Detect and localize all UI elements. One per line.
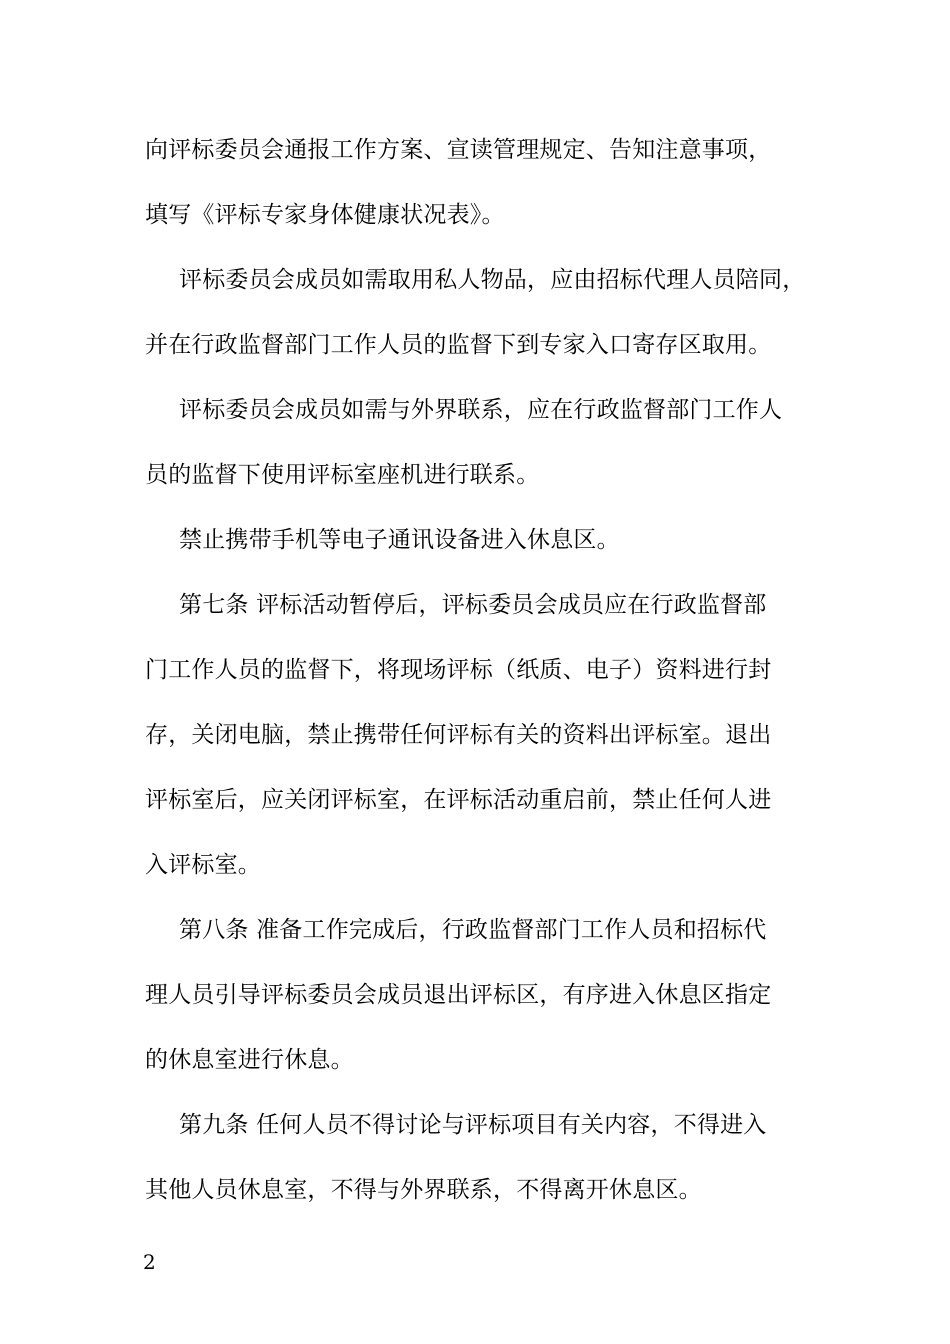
text-line: 评标室后，应关闭评标室，在评标活动重启前，禁止任何人进: [145, 787, 772, 813]
text-line: 并在行政监督部门工作人员的监督下到专家入口寄存区取用。: [145, 332, 772, 358]
page-number: 2: [143, 1250, 156, 1274]
text-line: 填写《评标专家身体健康状况表》。: [145, 202, 505, 228]
text-line: 门工作人员的监督下，将现场评标（纸质、电子）资料进行封: [145, 657, 772, 683]
paragraph-start-line: 禁止携带手机等电子通讯设备进入休息区。: [179, 527, 620, 553]
text-line: 员的监督下使用评标室座机进行联系。: [145, 462, 540, 488]
text-line: 其他人员休息室，不得与外界联系，不得离开休息区。: [145, 1177, 702, 1203]
article-8-line: 第八条 准备工作完成后，行政监督部门工作人员和招标代: [179, 917, 767, 943]
text-line: 存，关闭电脑，禁止携带任何评标有关的资料出评标室。退出: [145, 722, 772, 748]
article-7-line: 第七条 评标活动暂停后，评标委员会成员应在行政监督部: [179, 592, 767, 618]
text-line: 理人员引导评标委员会成员退出评标区，有序进入休息区指定: [145, 982, 772, 1008]
paragraph-start-line: 评标委员会成员如需取用私人物品，应由招标代理人员陪同，: [179, 267, 806, 293]
text-line: 向评标委员会通报工作方案、宣读管理规定、告知注意事项，: [145, 137, 772, 163]
article-9-line: 第九条 任何人员不得讨论与评标项目有关内容，不得进入: [179, 1112, 767, 1138]
text-line: 入评标室。: [145, 852, 261, 878]
paragraph-start-line: 评标委员会成员如需与外界联系，应在行政监督部门工作人: [179, 397, 783, 423]
text-line: 的休息室进行休息。: [145, 1047, 354, 1073]
body-text: [145, 118, 835, 1223]
